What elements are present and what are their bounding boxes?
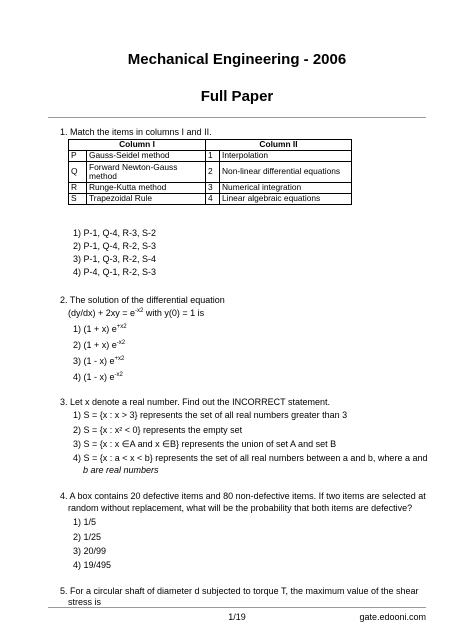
row-match: Non-linear differential equations	[220, 162, 352, 183]
question-2-stem: 2. The solution of the differential equation	[60, 295, 225, 305]
q4-option-3: 3) 20/99	[73, 546, 107, 556]
question-5-stem-line1: 5. For a circular shaft of diameter d subjected to torque T, the maximum value of the shear	[60, 586, 419, 596]
row-num: 1	[206, 151, 220, 162]
question-4-stem-line1: 4. A box contains 20 defective items and 80 non-defective items. If two items are selected at	[60, 491, 426, 501]
q3-option-4-cont: b are real numbers	[83, 465, 159, 475]
q2-option-2	[73, 340, 125, 351]
row-num: 4	[206, 194, 220, 205]
eq-pre: (dy/dx) + 2xy = e	[68, 308, 136, 318]
column-2-header: Column II	[206, 140, 352, 151]
q3-option-3: 3) S = {x : x ∈A and x ∈B} represents the union of set A and set B	[73, 439, 337, 449]
paper-subtitle: Full Paper	[200, 88, 274, 105]
eq-post: with y(0) = 1 is	[143, 308, 205, 318]
row-num: 2	[206, 162, 220, 183]
row-key: R	[69, 183, 87, 194]
row-match: Linear algebraic equations	[220, 194, 352, 205]
row-match: Interpolation	[220, 151, 352, 162]
q3-option-4: 4) S = {x : a < x < b} represents the set of all real numbers between a and b, where a and	[73, 453, 428, 463]
q1-option-3: 3) P-1, Q-3, R-2, S-4	[73, 254, 157, 264]
row-num: 3	[206, 183, 220, 194]
option-base: (1 + x) e	[83, 324, 117, 334]
table-row	[69, 162, 352, 183]
option-exponent: -x2	[114, 372, 123, 378]
q4-option-2: 2) 1/25	[73, 532, 102, 542]
table-header-row	[69, 140, 352, 151]
footer-divider	[48, 607, 426, 608]
table-row	[69, 151, 352, 162]
q1-option-1: 1) P-1, Q-4, R-3, S-2	[73, 228, 157, 238]
option-number: 3)	[73, 356, 82, 366]
row-key: Q	[69, 162, 87, 183]
q3-option-1: 1) S = {x : x > 3} represents the set of all real numbers greater than 3	[73, 410, 348, 420]
option-base: (1 - x) e	[83, 372, 115, 382]
question-2-equation	[68, 308, 204, 319]
table-row	[69, 194, 352, 205]
header-divider	[48, 117, 426, 118]
option-exponent: +x2	[116, 324, 127, 330]
option-number: 4)	[73, 372, 82, 382]
page-number: 1/19	[228, 612, 246, 622]
q2-option-4	[73, 372, 123, 383]
row-key: S	[69, 194, 87, 205]
option-exponent: +x2	[114, 356, 125, 362]
q2-option-1	[73, 324, 127, 335]
row-match: Numerical integration	[220, 183, 352, 194]
option-number: 1)	[73, 324, 82, 334]
row-item: Gauss-Seidel method	[87, 151, 206, 162]
option-exponent: -x2	[116, 340, 126, 346]
row-item: Forward Newton-Gauss method	[87, 162, 206, 183]
question-1-stem: 1. Match the items in columns I and II.	[60, 127, 212, 137]
q2-option-3	[73, 356, 124, 367]
option-base: (1 + x) e	[83, 340, 117, 350]
row-item: Runge-Kutta method	[87, 183, 206, 194]
row-key: P	[69, 151, 87, 162]
column-1-header: Column I	[69, 140, 206, 151]
match-table	[68, 139, 352, 205]
q3-option-2: 2) S = {x : x² < 0} represents the empty set	[73, 425, 243, 435]
table-row	[69, 183, 352, 194]
eq-exponent: -x2	[135, 308, 144, 314]
option-number: 2)	[73, 340, 82, 350]
question-3-stem: 3. Let x denote a real number. Find out the INCORRECT statement.	[60, 397, 330, 407]
q4-option-1: 1) 1/5	[73, 517, 97, 527]
question-5-stem-line2: stress is	[68, 597, 102, 607]
paper-title: Mechanical Engineering - 2006	[127, 51, 347, 68]
q4-option-4: 4) 19/495	[73, 560, 112, 570]
q1-option-2: 2) P-1, Q-4, R-2, S-3	[73, 241, 157, 251]
q1-option-4: 4) P-4, Q-1, R-2, S-3	[73, 267, 157, 277]
question-4-stem-line2: random without replacement, what will be the probability that both items are defective?	[68, 503, 413, 513]
site-link[interactable]: gate.edooni.com	[359, 612, 426, 622]
row-item: Trapezoidal Rule	[87, 194, 206, 205]
option-base: (1 - x) e	[83, 356, 115, 366]
